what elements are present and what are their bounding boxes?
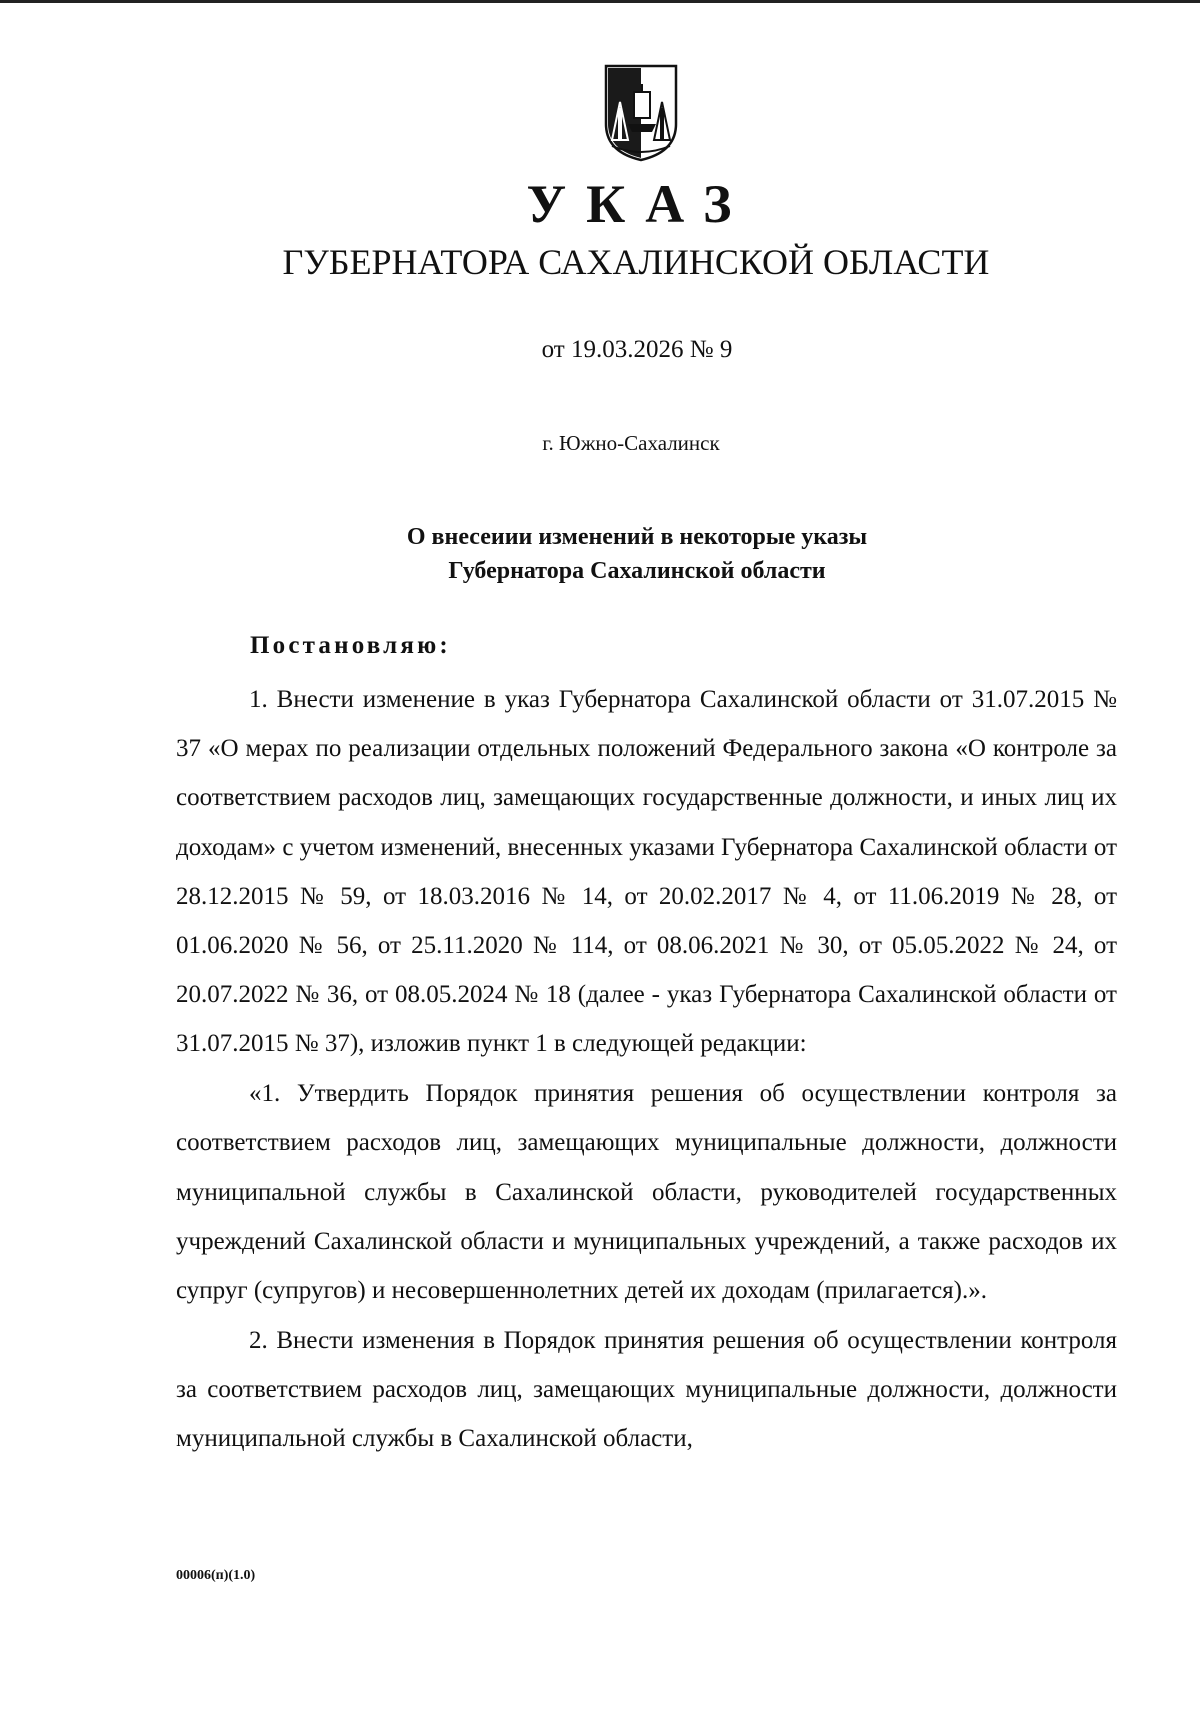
coat-of-arms-icon <box>598 62 684 162</box>
heading-line: Губернатора Сахалинской области <box>448 558 826 584</box>
resolve-label: Постановляю: <box>250 632 451 659</box>
document-heading <box>0 520 1200 588</box>
document-date: от 19.03.2026 № 9 <box>541 336 733 363</box>
scan-top-border <box>0 0 1200 3</box>
body-paragraph: 1. Внести изменение в указ Губернатора Сахалинской области от 31.07.2015 № 37 «О мерах по реализации отдельных положений Федерального закона «О контроле за соответствием расходов лиц, замещающих государственные должности, и иных лиц их доходам» с учетом изменений, внесенных указами Губернатора Сахалинской области от 28.12.2015 № 59, от 18.03.2016 № 14, от 20.02.2017 № 4, от 11.06.2019 № 28, от 01.06.2020 № 56, от 25.11.2020 № 114, от 08.06.2021 № 30, от 05.05.2022 № 24, от 20.07.2022 № 36, от 08.05.2024 № 18 (далее - указ Губернатора Сахалинской области от 31.07.2015 № 37), изложив пункт 1 в следующей редакции: <box>176 686 1117 1058</box>
document-subtitle: ГУБЕРНАТОРА САХАЛИНСКОЙ ОБЛАСТИ <box>282 242 990 282</box>
footer-form-code: 00006(п)(1.0) <box>176 1568 256 1583</box>
body-paragraph: 2. Внести изменения в Порядок принятия решения об осуществлении контроля за соответствием расходов лиц, замещающих муниципальные должности, должности муниципальной службы в Сахалинской области, <box>176 1326 1117 1453</box>
document-title: УКАЗ <box>526 174 752 234</box>
heading-line: О внесеиии изменений в некоторые указы <box>406 524 868 550</box>
document-city: г. Южно-Сахалинск <box>542 431 720 455</box>
body-paragraph: «1. Утвердить Порядок принятия решения об осуществлении контроля за соответствием расходов лиц, замещающих муниципальные должности, должности муниципальной службы в Сахалинской области, руководителей государственных учреждений Сахалинской области и муниципальных учреждений, а также расходов их супруг (супругов) и несовершеннолетних детей их доходам (прилагается).». <box>176 1080 1117 1304</box>
document-body <box>176 675 1117 1463</box>
